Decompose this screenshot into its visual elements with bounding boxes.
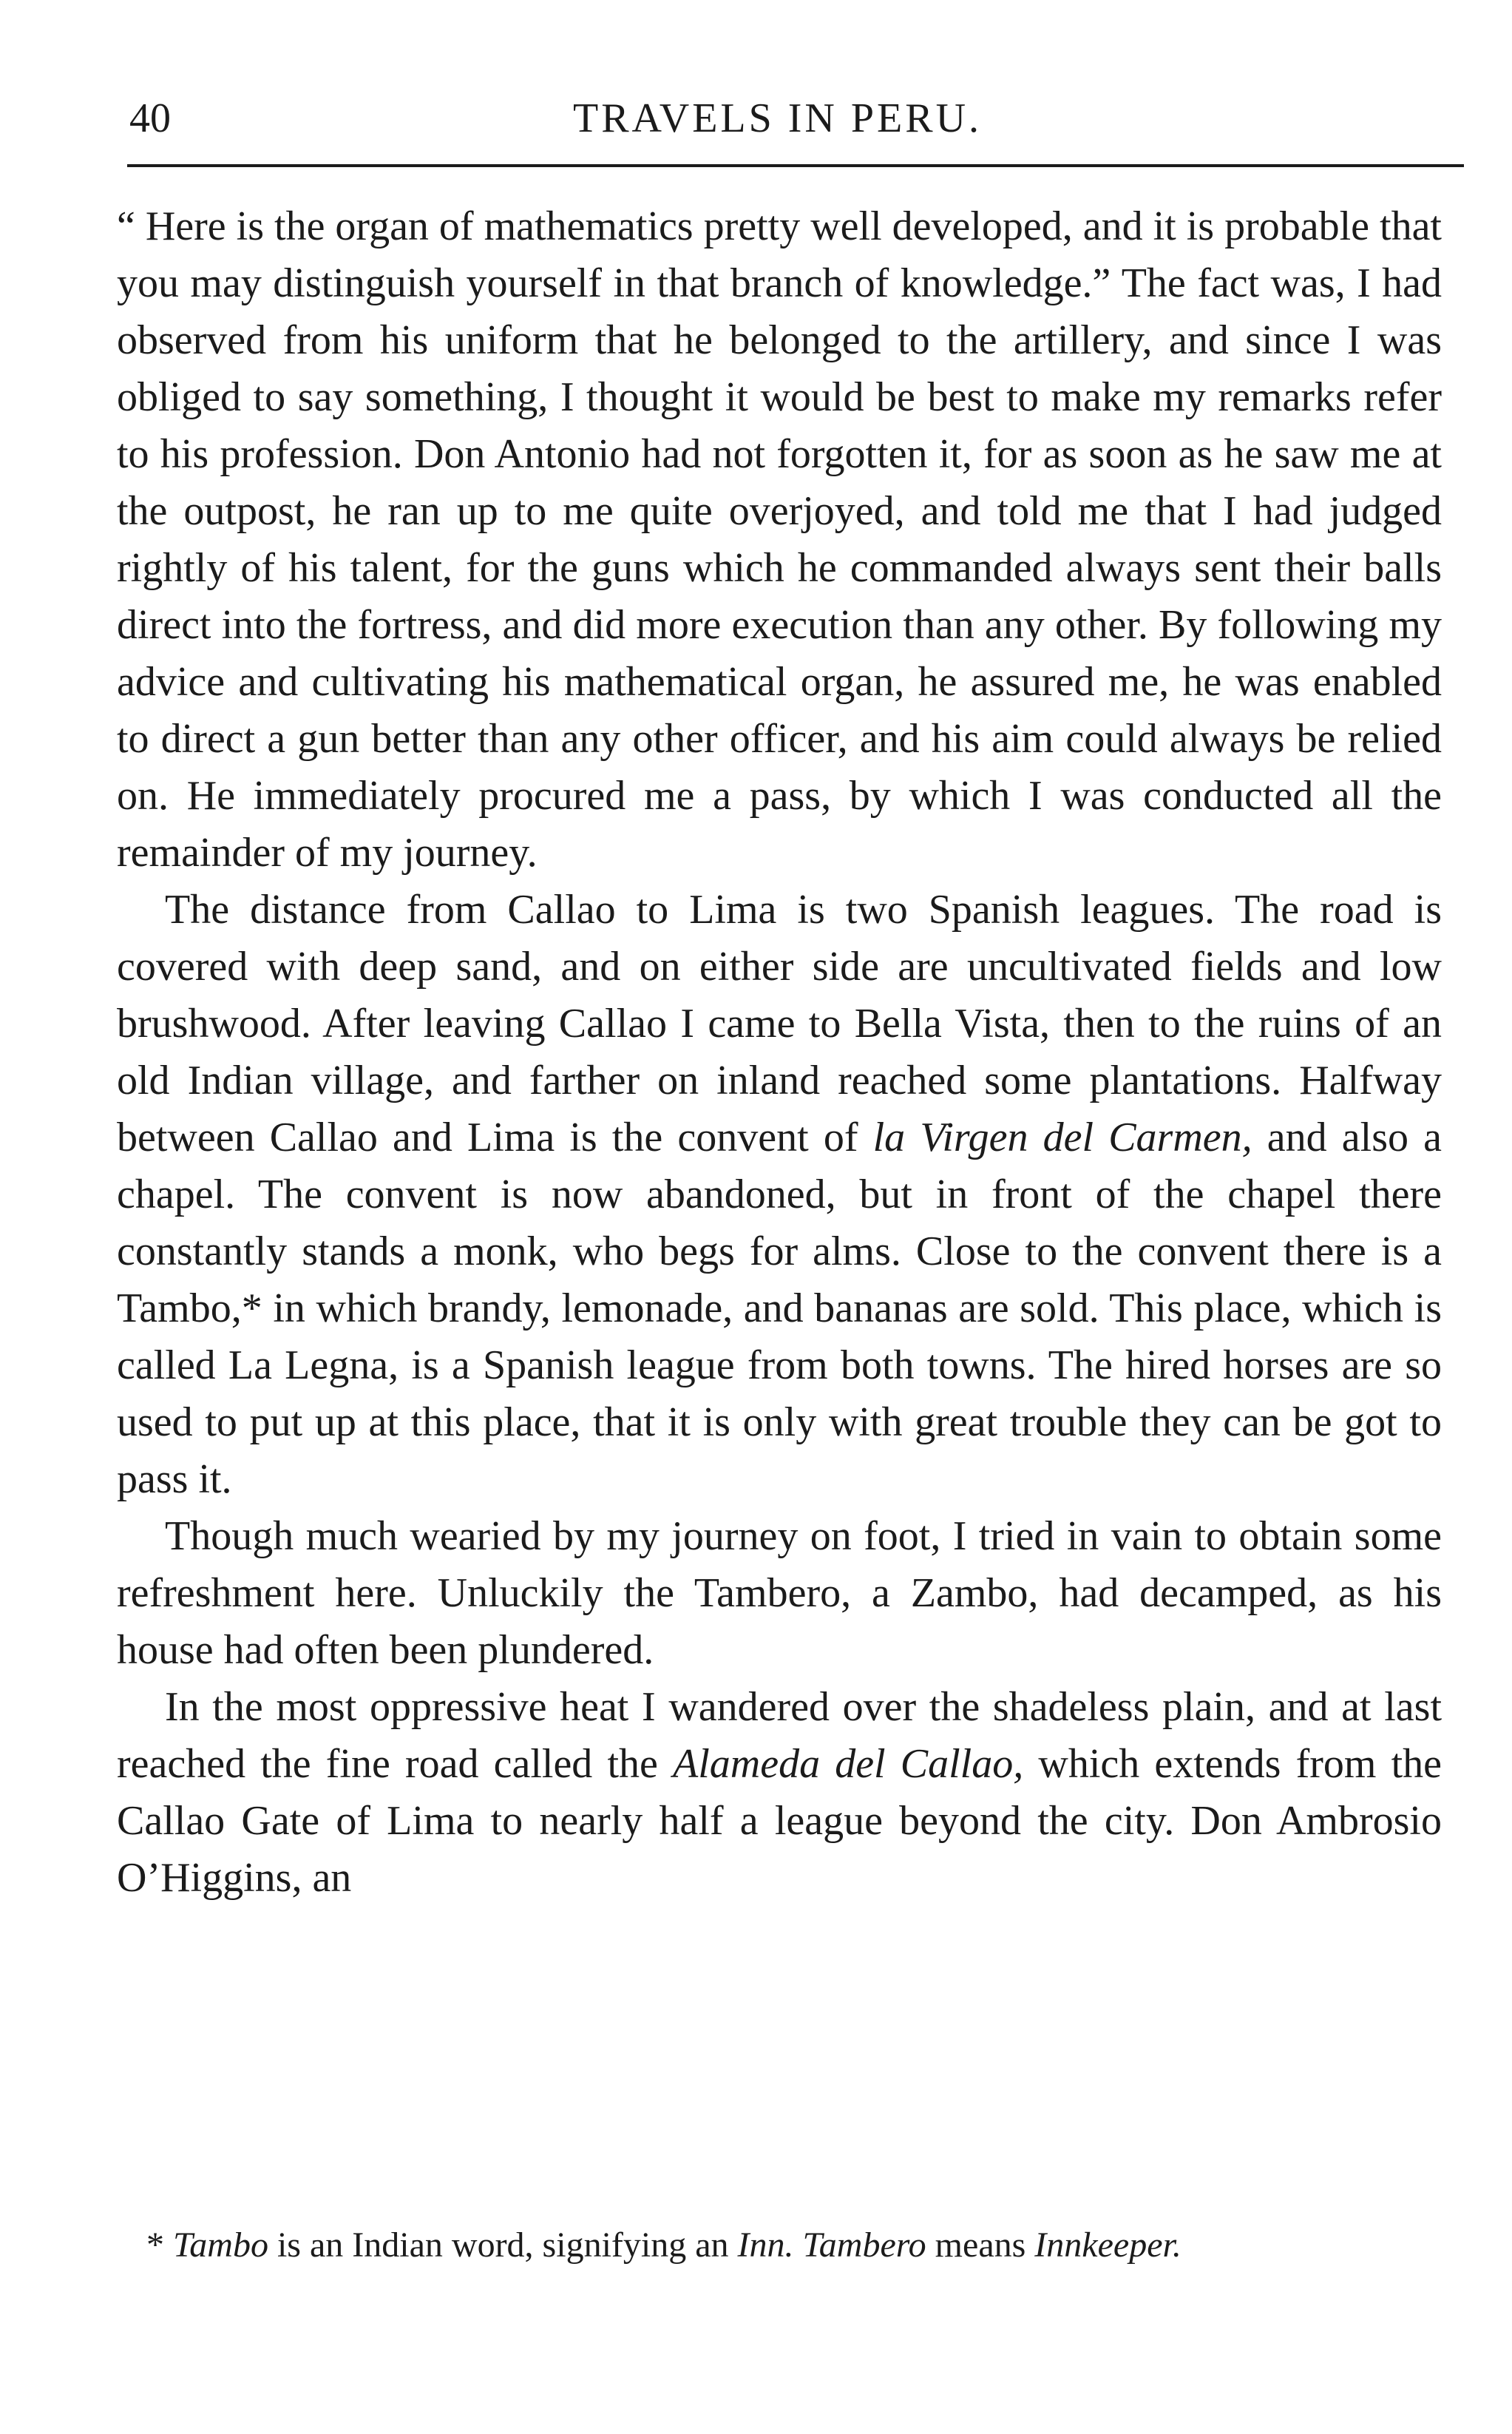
paragraph-4-italic: Alameda del Callao,: [673, 1741, 1024, 1787]
paragraph-4: [117, 1679, 1442, 1907]
running-title: TRAVELS IN PERU.: [573, 95, 983, 141]
footnote-marker: *: [146, 2225, 173, 2265]
footnote-space: [794, 2225, 803, 2265]
header-rule: [127, 164, 1464, 167]
paragraph-2: [117, 882, 1442, 1508]
page-number: 40: [129, 95, 171, 141]
footnote-term-innkeeper: Innkeeper.: [1034, 2225, 1182, 2265]
footnote: [117, 2219, 1442, 2272]
footnote-text-b: means: [926, 2225, 1035, 2265]
footnote-term-tambo: Tambo: [173, 2225, 268, 2265]
page-header: [129, 95, 1468, 154]
paragraph-1: [117, 198, 1442, 882]
paragraph-1-text: “ Here is the organ of mathematics pretty well developed, and it is probable that you may distinguish yourself in that branch of knowledge.” The fact was, I had observed from his uniform that he belonged to the artillery, and since I was obliged to say something, I thought it would be best to make my remarks refer to his profession. Don Antonio had not forgotten it, for as soon as he saw me at the outpost, he ran up to me quite overjoyed, and told me that I had judged rightly of his talent, for the guns which he commanded always sent their balls direct into the fortress, and did more execution than any other. By following my advice and cultivating his mathematical organ, he assured me, he was enabled to direct a gun better than any other officer, and his aim could always be relied on. He immediately procured me a pass, by which I was conducted all the remainder of my journey.: [117, 203, 1442, 876]
paragraph-2-text-b: and also a chapel. The convent is now abandoned, but in front of the chapel there constantly stands a monk, who begs for alms. Close to the convent there is a Tambo,* in which brandy, lemonade, and bananas are sold. This place, which is called La Legna, is a Spanish league from both towns. The hired horses are so used to put up at this place, that it is only with great trouble they can be got to pass it.: [117, 1115, 1442, 1502]
footnote-text-a: is an Indian word, signifying an: [268, 2225, 738, 2265]
footnote-term-inn: Inn.: [737, 2225, 794, 2265]
paragraph-3-text: Though much wearied by my journey on foot, I tried in vain to obtain some refreshment here. Unluckily the Tambero, a Zambo, had decamped, as his house had often been plundered.: [117, 1513, 1442, 1673]
paragraph-2-text-a: The distance from Callao to Lima is two Spanish leagues. The road is covered with deep sand, and on either side are uncultivated fields and low brushwood. After leaving Callao I came to Bella Vista, then to the ruins of an old Indian village, and farther on inland reached some plantations. Halfway between Callao and Lima is the convent of: [117, 887, 1442, 1160]
body-text: [117, 198, 1442, 1907]
paragraph-4-text-b: which extends from the Callao Gate of Lima to nearly half a league beyond the city. Don Ambrosio O’Higgins, an: [117, 1741, 1442, 1901]
footnote-text: [117, 2219, 1442, 2272]
paragraph-3: [117, 1508, 1442, 1679]
paragraph-2-italic: la Virgen del Carmen,: [872, 1115, 1252, 1160]
paragraph-4-text-a: In the most oppressive heat I wandered over the shadeless plain, and at last reached the fine road called the: [117, 1684, 1442, 1787]
footnote-term-tambero: Tambero: [802, 2225, 926, 2265]
